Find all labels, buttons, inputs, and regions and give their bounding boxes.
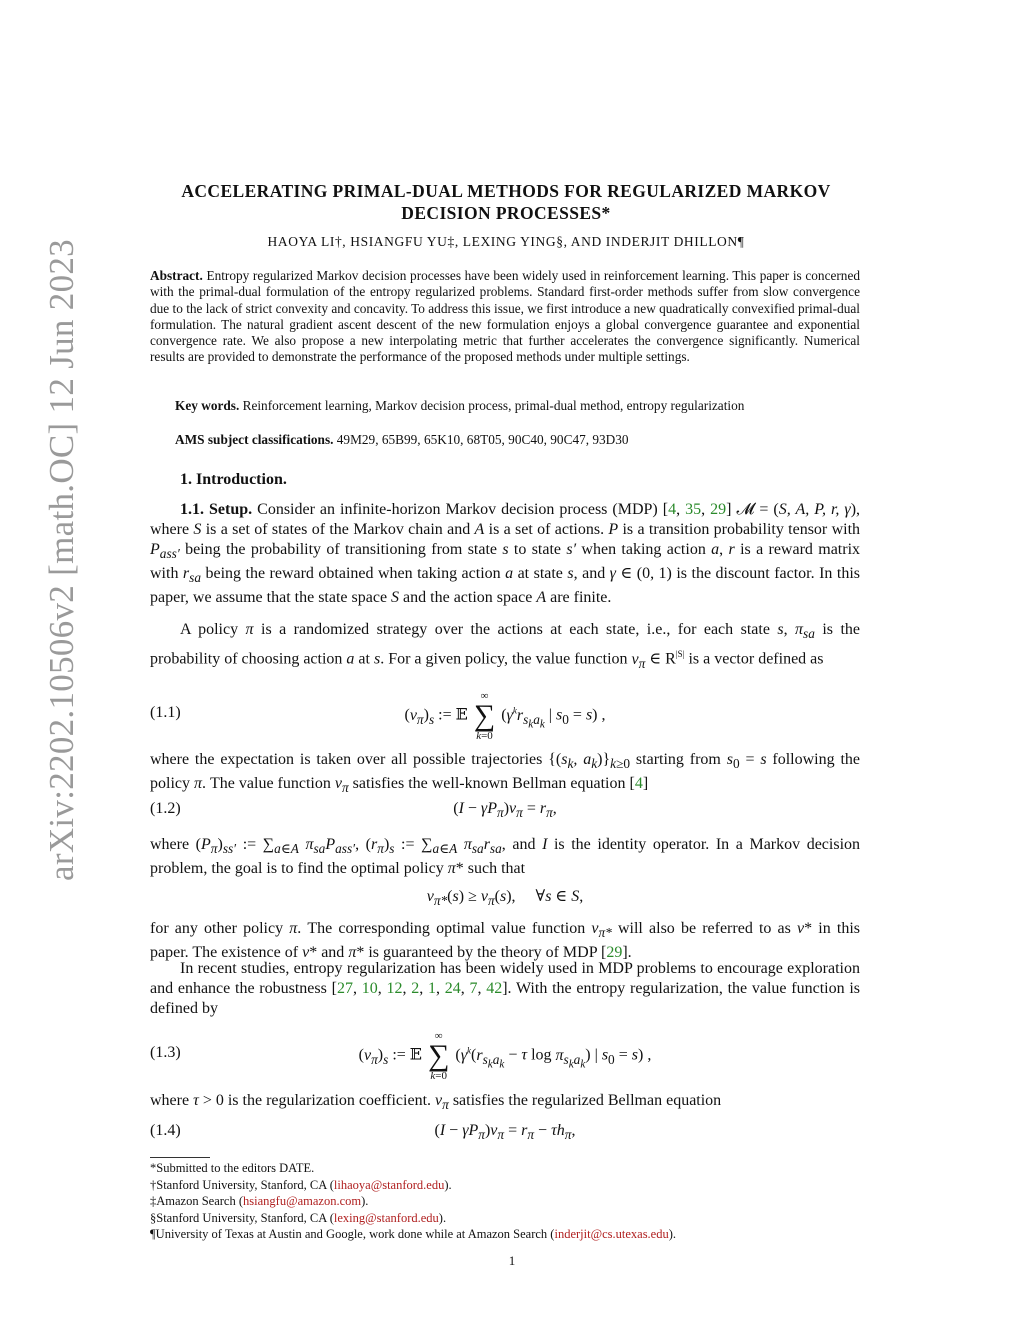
email-link[interactable]: hsiangfu@amazon.com: [243, 1194, 362, 1208]
keywords: [175, 398, 865, 414]
abstract-text: Entropy regularized Markov decision processes have been widely used in reinforcement learning. This paper is concerned with the primal-dual formulation of the entropy regularized problems. Standard first-order methods suffer from slow convergence due to the lack of strict convexity and concavity. To address this issue, we first introduce a new quadratically convexified primal-dual formulation. The natural gradient ascent descent of the new formulation enjoys a global convergence guarantee and exponential convergence rate. We also propose a new interpolating metric that further accelerates the convergence significantly. Numerical results are provided to demonstrate the performance of the proposed methods under multiple settings.: [150, 268, 860, 365]
paragraph-other-policy: for any other policy π. The corresponding optimal value function $v_{\pi*}$ will also be referred to as v* in this paper. The existence of v* and π* is guaranteed by the theory of MDP [29].: [150, 920, 861, 962]
keywords-label: Key words.: [175, 398, 240, 413]
equation-number: (1.3): [150, 1044, 181, 1061]
paragraph-entropy: In recent studies, entropy regularization has been widely used in MDP problems to encourage exploration and enhance the robustness [27, 10, 12, 2, 1, 24, 7, 42]. With the entropy regularization, the value function is defined by: [150, 960, 861, 1017]
section-heading: 1. Introduction.: [180, 471, 287, 488]
equation-1-1: (1.1) $(v_\pi)_s$ := 𝔼 ∞ ∑ k=0 ($\gamma^kr_{s_ka_k}$ | $s_0 = s$) ,: [150, 690, 606, 742]
email-link[interactable]: lexing@stanford.edu: [333, 1211, 439, 1225]
paragraph-where: where $(P_\pi)_{ss'}$ := $\sum_{a\in A}$ $\pi_{sa}P_{ass'}$, $(r_\pi)_s$ := $\sum_{a\in A}$ $\pi_{sa}r_{sa}$, and I is the identity operator. In a Markov decision problem, the goal is to find the optimal policy π* such that: [150, 836, 861, 878]
paragraph-expectation: where the expectation is taken over all possible trajectories {($s_k$, $a_k)\}_{k\ge 0}$ starting from $s_0 = s$ following the policy π. The value function $v_\pi$ satisfies the well-known Bellman equation [4]: [150, 751, 861, 796]
page-number: 1: [508, 1253, 516, 1268]
arxiv-id: arXiv:2202.10506v2 [math.OC] 12 Jun 2023: [42, 239, 81, 881]
abstract-label: Abstract.: [150, 268, 203, 283]
equation-optimal: $v_{\pi*}(s) \ge v_\pi(s)$, ∀s ∈ S,: [426, 888, 584, 909]
footnote-author-3: §Stanford University, Stanford, CA (lexing@stanford.edu).: [150, 1211, 447, 1225]
email-link[interactable]: inderjit@cs.utexas.edu: [554, 1227, 669, 1241]
footnote-author-4: ¶University of Texas at Austin and Google, work done while at Amazon Search (inderjit@cs.utexas.edu).: [150, 1227, 677, 1241]
ams-text: 49M29, 65B99, 65K10, 68T05, 90C40, 90C47, 93D30: [336, 432, 629, 447]
keywords-text: Reinforcement learning, Markov decision process, primal-dual method, entropy regularization: [242, 398, 745, 413]
equation-1-3: (1.3) $(v_\pi)_s$ := 𝔼 ∞ ∑ k=0 ($\gamma^k(r_{s_ka_k} - \tau$ $\log \pi_{s_ka_k}$) | $s_0 = s$) ,: [150, 1030, 652, 1082]
arxiv-sidebar-stamp: [42, 80, 82, 1040]
email-link[interactable]: lihaoya@stanford.edu: [333, 1178, 445, 1192]
equation-number: (1.1): [150, 704, 181, 721]
abstract: [150, 268, 860, 366]
footnote-submitted: *Submitted to the editors DATE.: [150, 1161, 315, 1175]
equation-1-4: (1.4) $(I - \gamma P_\pi)v_\pi = r_\pi - \tau h_\pi$,: [150, 1122, 576, 1143]
equation-number: (1.2): [150, 800, 181, 817]
ams-label: AMS subject classifications.: [175, 432, 334, 447]
footnote-author-2: ‡Amazon Search (hsiangfu@amazon.com).: [150, 1194, 369, 1208]
equation-number: (1.4): [150, 1122, 181, 1139]
paper-title: ACCELERATING PRIMAL-DUAL METHODS FOR REGULARIZED MARKOV DECISION PROCESSES*: [181, 181, 831, 223]
subsection-heading: 1.1. Setup.: [180, 501, 253, 518]
paragraph-setup: 1.1. Setup. Consider an infinite-horizon Markov decision process (MDP) [4, 35, 29] 𝓜 = (S, A, P, r, γ), where S is a set of states of the Markov chain and A is a set of actions. P is a transition probability tensor with $P_{ass'}$ being the probability of transitioning from state s to state s′ when taking action a, r is a reward matrix with $r_{sa}$ being the reward obtained when taking action a at state s, and γ ∈ (0, 1) is the discount factor. In this paper, we assume that the state space S and the action space A are finite.: [150, 501, 861, 607]
paragraph-policy: A policy π is a randomized strategy over the actions at each state, i.e., for each state s, $\pi_{sa}$ is the probability of choosing action a at s. For a given policy, the value function $v_\pi$ ∈ $R^{|S|}$ is a vector defined as: [150, 621, 860, 671]
paragraph-regularization: where τ > 0 is the regularization coefficient. $v_\pi$ satisfies the regularized Bellman equation: [150, 1092, 722, 1113]
ams-classifications: [175, 432, 865, 448]
author-list: HAOYA LI†, HSIANGFU YU‡, LEXING YING§, AND INDERJIT DHILLON¶: [267, 234, 745, 249]
equation-1-2: (1.2) $(I - \gamma P_\pi)v_\pi = r_\pi$,: [150, 800, 557, 821]
footnote-author-1: †Stanford University, Stanford, CA (lihaoya@stanford.edu).: [150, 1178, 452, 1192]
footnote-divider: [150, 1157, 210, 1158]
